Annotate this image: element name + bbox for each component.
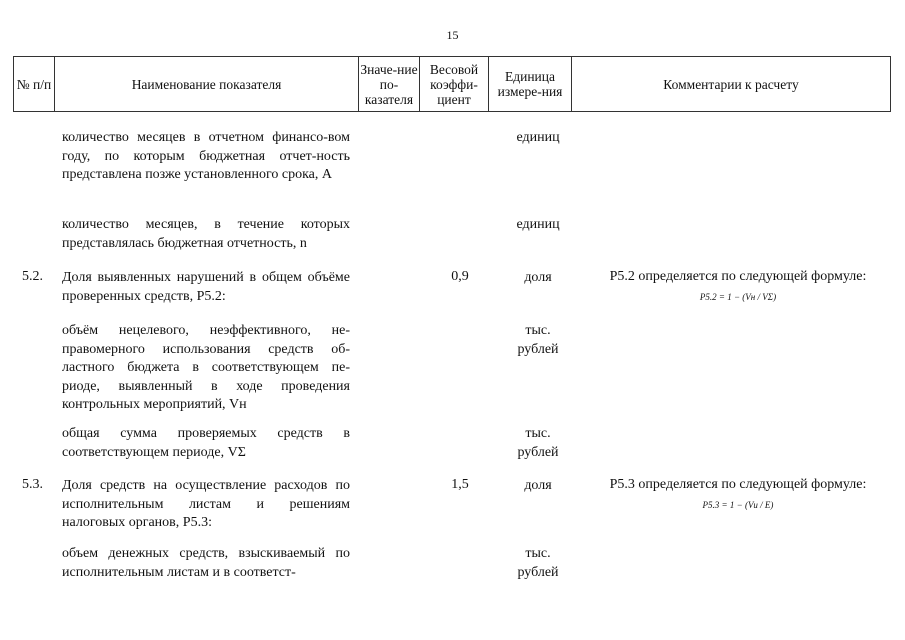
row-unit: тыс. рублей (517, 426, 559, 460)
header-value: Значе-ние по-казателя (359, 57, 420, 112)
row-weight: 0,9 (451, 269, 469, 284)
row-name: Доля выявленных нарушений в общем объёме проверенных средств, P5.2: (62, 270, 350, 304)
row-name: объём нецелевого, неэффективного, не-правомерного использования средств об-ластного бюджета в соответствующем пе-риоде, выявленный в ходе проведения контрольных мероприятий, Vн (62, 323, 350, 412)
table-header (13, 56, 891, 112)
row-name: количество месяцев, в течение которых представлялась бюджетная отчетность, n (62, 217, 350, 251)
row-name: Доля средств на осуществление расходов по исполнительным листам и решениям налоговых органов, P5.3: (62, 478, 350, 530)
row-unit: доля (524, 478, 552, 493)
page-number: 15 (446, 28, 459, 42)
row-name: количество месяцев в отчетном финансо-вом году, по которым бюджетная отчет-ность представлена позже установленного срока, А (62, 130, 350, 182)
row-weight: 1,5 (451, 477, 469, 492)
row-number: 5.2. (22, 269, 43, 284)
row-comment: P5.2 определяется по следующей формуле: (609, 269, 867, 284)
row-unit: тыс. рублей (517, 546, 559, 580)
header-weight: Весовой коэффи-циент (420, 57, 489, 112)
row-number: 5.3. (22, 477, 43, 492)
row-comment: P5.3 определяется по следующей формуле: (609, 477, 867, 492)
row-name: объем денежных средств, взыскиваемый по исполнительным листам и в соответст- (62, 546, 350, 580)
header-name: Наименование показателя (55, 57, 359, 112)
header-unit: Единица измере-ния (489, 57, 572, 112)
header-comment: Комментарии к расчету (572, 57, 891, 112)
row-name: общая сумма проверяемых средств в соответствующем периоде, VΣ (62, 426, 350, 460)
row-unit: единиц (516, 217, 560, 232)
row-unit: тыс. рублей (517, 323, 559, 357)
row-unit: доля (524, 270, 552, 285)
formula-5-2: P5.2 = 1 − (Vн / VΣ) (699, 292, 777, 302)
header-no: № п/п (14, 57, 55, 112)
row-unit: единиц (516, 130, 560, 145)
formula-5-3: P5.3 = 1 − (Vи / E) (702, 500, 774, 510)
